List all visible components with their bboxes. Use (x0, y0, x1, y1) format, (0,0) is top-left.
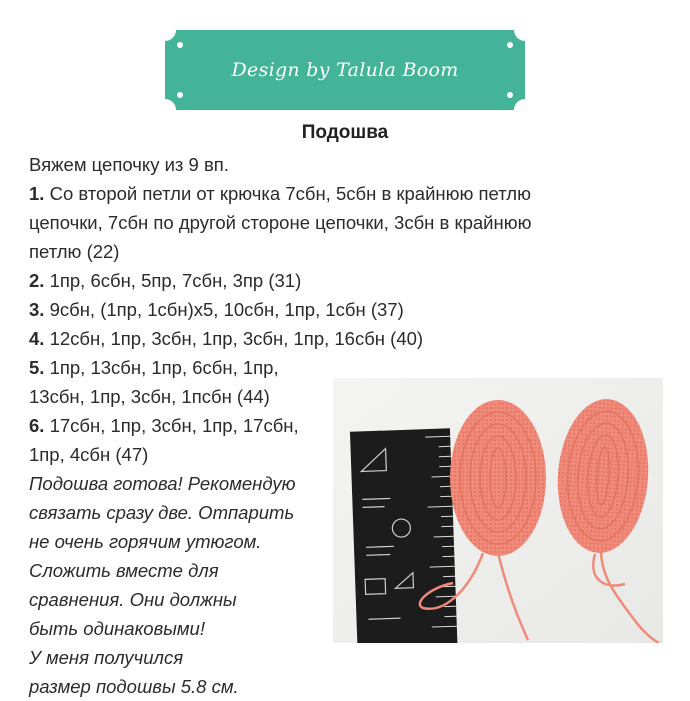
banner-title: Design by Talula Boom (165, 30, 525, 110)
intro-line: Вяжем цепочку из 9 вп. (29, 150, 674, 179)
row-6-line-2: 1пр, 4сбн (47) (29, 440, 674, 469)
row-1-line-2: цепочки, 7сбн по другой стороне цепочки, 3сбн в крайнюю (29, 208, 674, 237)
row-text: 1пр, 13сбн, 1пр, 6сбн, 1пр, (50, 357, 279, 378)
row-number: 3. (29, 299, 44, 320)
note-line: не очень горячим утюгом. (29, 527, 674, 556)
row-text: 1пр, 6сбн, 5пр, 7сбн, 3пр (31) (50, 270, 302, 291)
row-number: 2. (29, 270, 44, 291)
note-line: сравнения. Они должны (29, 585, 674, 614)
row-3 (29, 295, 674, 324)
row-1-line-1 (29, 179, 674, 208)
section-heading: Подошва (0, 122, 690, 144)
row-number: 6. (29, 415, 44, 436)
row-text: 9сбн, (1пр, 1сбн)х5, 10сбн, 1пр, 1сбн (37) (50, 299, 404, 320)
crochet-soles-photo (333, 378, 663, 643)
note-line: У меня получился (29, 643, 674, 672)
row-2 (29, 266, 674, 295)
note-line: Сложить вместе для (29, 556, 674, 585)
row-5-line-2: 13сбн, 1пр, 3сбн, 1псбн (44) (29, 382, 674, 411)
title-banner (165, 30, 525, 110)
row-text: Со второй петли от крючка 7сбн, 5сбн в крайнюю петлю (50, 183, 531, 204)
note-line: быть одинаковыми! (29, 614, 674, 643)
note-line: Подошва готова! Рекомендую (29, 469, 674, 498)
ruler-image (350, 428, 457, 643)
row-text: 12сбн, 1пр, 3сбн, 1пр, 3сбн, 1пр, 16сбн (40) (50, 328, 424, 349)
note-line: связать сразу две. Отпарить (29, 498, 674, 527)
row-4 (29, 324, 674, 353)
row-1-line-3: петлю (22) (29, 237, 674, 266)
note-line: размер подошвы 5.8 см. (29, 672, 674, 701)
row-number: 5. (29, 357, 44, 378)
row-number: 4. (29, 328, 44, 349)
row-number: 1. (29, 183, 44, 204)
row-text: 17сбн, 1пр, 3сбн, 1пр, 17сбн, (50, 415, 299, 436)
